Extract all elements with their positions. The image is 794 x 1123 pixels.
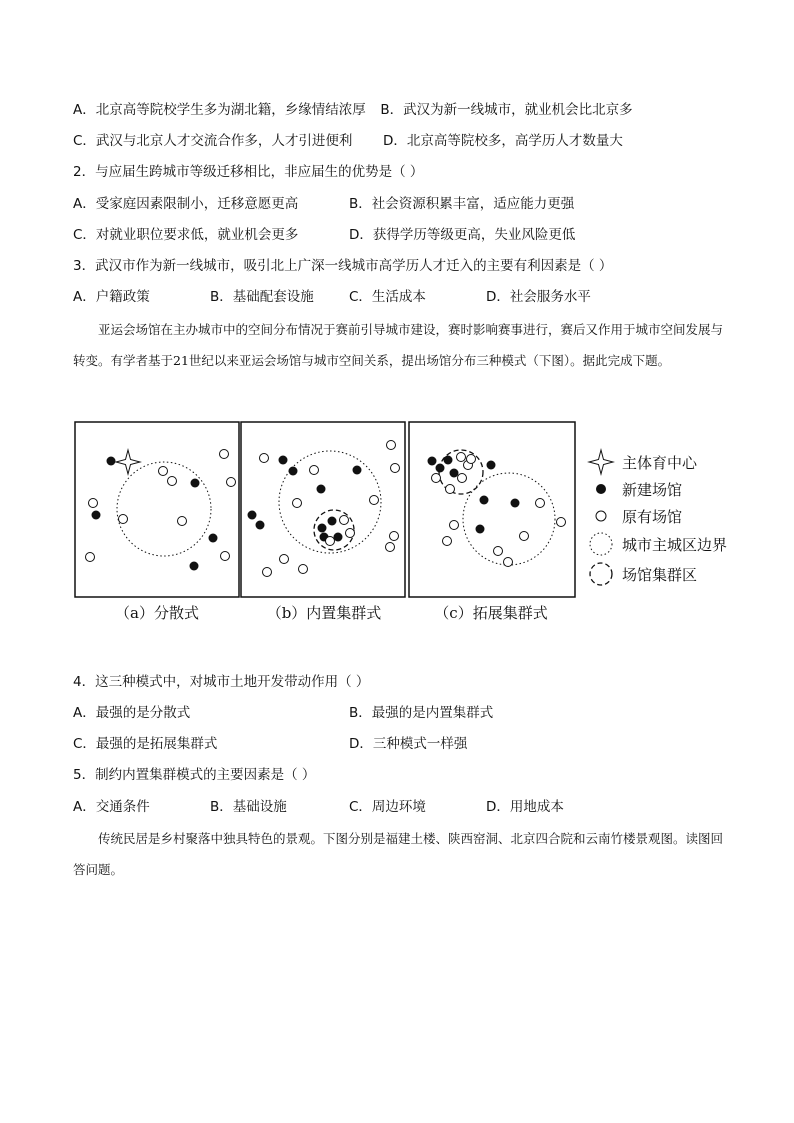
q4-stem: 4．这三种模式中，对城市土地开发带动作用（ ） — [73, 674, 370, 690]
legend-new-venue: 新建场馆 — [622, 481, 683, 499]
q3-option-b[interactable]: B．基础配套设施 — [210, 289, 314, 305]
legend-star-icon — [589, 450, 613, 474]
venue-distribution-figure — [74, 420, 728, 626]
q3-option-d[interactable]: D．社会服务水平 — [486, 289, 591, 305]
figure-legend — [589, 450, 727, 585]
q1-option-row-1 — [73, 101, 633, 119]
legend-old-venue: 原有场馆 — [622, 508, 683, 526]
caption-b: （b）内置集群式 — [266, 604, 382, 622]
legend-boundary-circle-icon — [590, 533, 612, 555]
legend-cluster-circle-icon — [590, 563, 612, 585]
legend-filled-dot-icon — [596, 484, 606, 494]
q4-option-c[interactable]: C．最强的是拓展集群式 — [73, 736, 218, 752]
q2-option-c[interactable]: C．对就业职位要求低，就业机会更多 — [73, 227, 299, 243]
legend-cluster-area: 场馆集群区 — [622, 566, 698, 584]
q4-option-a[interactable]: A．最强的是分散式 — [73, 705, 191, 721]
q1-option-c[interactable]: C．武汉与北京人才交流合作多，人才引进便利 — [73, 133, 353, 149]
q2-option-d[interactable]: D．获得学历等级更高，失业风险更低 — [349, 227, 576, 243]
q5-option-d[interactable]: D．用地成本 — [486, 799, 564, 815]
q1-option-row-2 — [73, 132, 352, 150]
panel-c-extended-cluster — [409, 422, 575, 597]
q5-stem: 5．制约内置集群模式的主要因素是（ ） — [73, 767, 316, 783]
passage-asian-games: 亚运会场馆在主办城市中的空间分布情况于赛前引导城市建设，赛时影响赛事进行，赛后又作用于城市空间发展与转变。有学者基于21世纪以来亚运会场馆与城市空间关系，提出场馆分布三种模式（下图）。据此完成下题。 — [73, 322, 724, 368]
q5-option-b[interactable]: B．基础设施 — [210, 799, 287, 815]
q1-option-b[interactable]: B．武汉为新一线城市，就业机会比北京多 — [380, 102, 633, 118]
legend-main-center: 主体育中心 — [622, 454, 698, 472]
q4-option-d[interactable]: D．三种模式一样强 — [349, 736, 468, 752]
q5-option-a[interactable]: A．交通条件 — [73, 799, 150, 815]
q5-option-c[interactable]: C．周边环境 — [349, 799, 426, 815]
q2-stem: 2．与应届生跨城市等级迁移相比，非应届生的优势是（ ） — [73, 164, 424, 180]
q3-stem: 3．武汉市作为新一线城市，吸引北上广深一线城市高学历人才迁入的主要有利因素是（ ） — [73, 258, 613, 274]
caption-c: （c）拓展集群式 — [434, 604, 548, 622]
q2-option-a[interactable]: A．受家庭因素限制小，迁移意愿更高 — [73, 196, 299, 212]
passage-traditional-dwellings: 传统民居是乡村聚落中独具特色的景观。下图分别是福建土楼、陕西窑洞、北京四合院和云南竹楼景观图。读图回答问题。 — [73, 831, 724, 877]
q1-option-d[interactable]: D．北京高等院校多，高学历人才数量大 — [383, 133, 623, 149]
panel-a-dispersed — [75, 422, 239, 597]
q4-option-b[interactable]: B．最强的是内置集群式 — [349, 705, 494, 721]
caption-a: （a）分散式 — [115, 604, 199, 622]
q3-option-c[interactable]: C．生活成本 — [349, 289, 426, 305]
legend-city-boundary: 城市主城区边界 — [622, 536, 728, 554]
legend-hollow-dot-icon — [596, 511, 606, 521]
q1-option-a[interactable]: A．北京高等院校学生多为湖北籍，乡缘情结浓厚 — [73, 102, 366, 118]
panel-b-inner-cluster — [241, 422, 405, 597]
main-sports-center-icon — [116, 450, 140, 474]
q2-option-b[interactable]: B．社会资源积累丰富，适应能力更强 — [349, 196, 575, 212]
q3-option-a[interactable]: A．户籍政策 — [73, 289, 150, 305]
